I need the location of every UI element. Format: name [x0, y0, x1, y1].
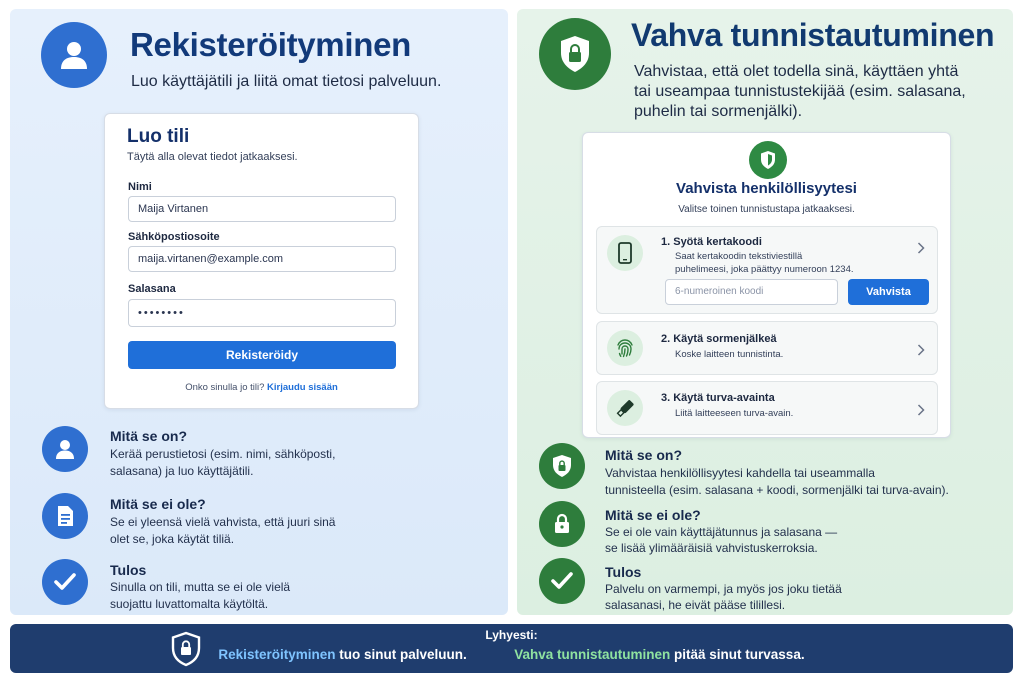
- summary-heading: Lyhyesti:: [485, 628, 538, 642]
- checkmark-icon: [42, 559, 88, 605]
- strong-auth-title: Vahva tunnistautuminen: [631, 17, 995, 53]
- chevron-right-icon: [917, 343, 925, 361]
- shield-lock-icon: [539, 443, 585, 489]
- option-1-text-b: puhelimeesi, joka päättyy numeroon 1234.: [675, 264, 854, 275]
- left-info-title-2: Mitä se ei ole?: [110, 496, 206, 512]
- summary-registration-text: tuo sinut palveluun.: [335, 647, 467, 662]
- option-security-key[interactable]: [596, 381, 938, 435]
- form-heading: Luo tili: [127, 126, 190, 147]
- right-info-title-3: Tulos: [605, 564, 642, 580]
- left-info-text-1b: salasana) ja luo käyttäjätili.: [110, 464, 254, 478]
- login-link[interactable]: Kirjaudu sisään: [267, 382, 338, 393]
- option-3-text: Liitä laitteeseen turva-avain.: [675, 408, 794, 419]
- right-info-text-2b: se lisää ylimääräisiä vahvistuskerroksia.: [605, 541, 818, 555]
- code-input[interactable]: 6-numeroinen koodi: [665, 279, 838, 305]
- password-field[interactable]: ••••••••: [128, 299, 396, 327]
- left-info-text-2b: olet se, joka käytät tiliä.: [110, 532, 235, 546]
- login-prompt: Onko sinulla jo tili?: [185, 382, 265, 393]
- password-label: Salasana: [128, 283, 176, 295]
- strong-auth-subtitle-3: puhelin tai sormenjälki).: [634, 103, 803, 120]
- shield-lock-icon: [539, 18, 611, 90]
- option-3-title: 3. Käytä turva-avainta: [661, 392, 775, 404]
- verify-intro: Valitse toinen tunnistustapa jatkaaksesi.: [678, 204, 855, 215]
- option-1-text-a: Saat kertakoodin tekstiviestillä: [675, 251, 803, 262]
- right-info-text-1b: tunnisteella (esim. salasana + koodi, sormenjälki tai turva-avain).: [605, 483, 949, 497]
- user-icon: [42, 426, 88, 472]
- name-label: Nimi: [128, 181, 152, 193]
- strong-auth-subtitle-1: Vahvistaa, että olet todella sinä, käyttäen yhtä: [634, 63, 959, 80]
- padlock-icon: [539, 501, 585, 547]
- strong-auth-subtitle-2: tai useampaa tunnistustekijää (esim. salasana,: [634, 83, 966, 100]
- option-fingerprint[interactable]: [596, 321, 938, 375]
- right-info-text-3b: salasanasi, he eivät pääse tilillesi.: [605, 598, 786, 612]
- verify-heading: Vahvista henkilöllisyytesi: [676, 180, 857, 197]
- email-field[interactable]: maija.virtanen@example.com: [128, 246, 396, 272]
- email-label: Sähköpostiosoite: [128, 231, 220, 243]
- verify-button[interactable]: Vahvista: [848, 279, 929, 305]
- login-prompt-row: [104, 382, 419, 393]
- summary-auth-highlight: Vahva tunnistautuminen: [514, 647, 671, 662]
- right-info-text-2a: Se ei ole vain käyttäjätunnus ja salasana —: [605, 525, 838, 539]
- registration-subtitle: Luo käyttäjätili ja liitä omat tietosi palveluun.: [131, 73, 442, 90]
- document-icon: [42, 493, 88, 539]
- summary-registration-highlight: Rekisteröityminen: [218, 647, 336, 662]
- usb-key-icon: [607, 390, 643, 426]
- left-info-text-3a: Sinulla on tili, mutta se ei ole vielä: [110, 580, 291, 594]
- option-2-title: 2. Käytä sormenjälkeä: [661, 333, 777, 345]
- left-info-text-3b: suojattu luvattomalta käytöltä.: [110, 597, 269, 611]
- summary-line: [10, 647, 1013, 662]
- right-info-title-1: Mitä se on?: [605, 447, 683, 463]
- name-field[interactable]: Maija Virtanen: [128, 196, 396, 222]
- checkmark-icon: [539, 558, 585, 604]
- form-intro: Täytä alla olevat tiedot jatkaaksesi.: [127, 151, 298, 163]
- register-button[interactable]: Rekisteröidy: [128, 341, 396, 369]
- left-info-title-1: Mitä se on?: [110, 428, 188, 444]
- right-info-text-3a: Palvelu on varmempi, ja myös jos joku tietää: [605, 582, 842, 596]
- option-1-title: 1. Syötä kertakoodi: [661, 236, 762, 248]
- left-info-text-1a: Kerää perustietosi (esim. nimi, sähköposti,: [110, 447, 336, 461]
- right-info-title-2: Mitä se ei ole?: [605, 507, 701, 523]
- shield-icon: [749, 141, 787, 179]
- phone-icon: [607, 235, 643, 271]
- option-2-text: Koske laitteen tunnistinta.: [675, 349, 784, 360]
- user-icon: [41, 22, 107, 88]
- registration-title: Rekisteröityminen: [130, 26, 411, 63]
- fingerprint-icon: [607, 330, 643, 366]
- chevron-right-icon: [917, 403, 925, 421]
- left-info-title-3: Tulos: [110, 562, 147, 578]
- left-info-text-2a: Se ei yleensä vielä vahvista, että juuri sinä: [110, 515, 336, 529]
- summary-auth-text: pitää sinut turvassa.: [670, 647, 805, 662]
- right-info-text-1a: Vahvistaa henkilöllisyytesi kahdella tai useammalla: [605, 466, 875, 480]
- chevron-right-icon: [917, 241, 925, 259]
